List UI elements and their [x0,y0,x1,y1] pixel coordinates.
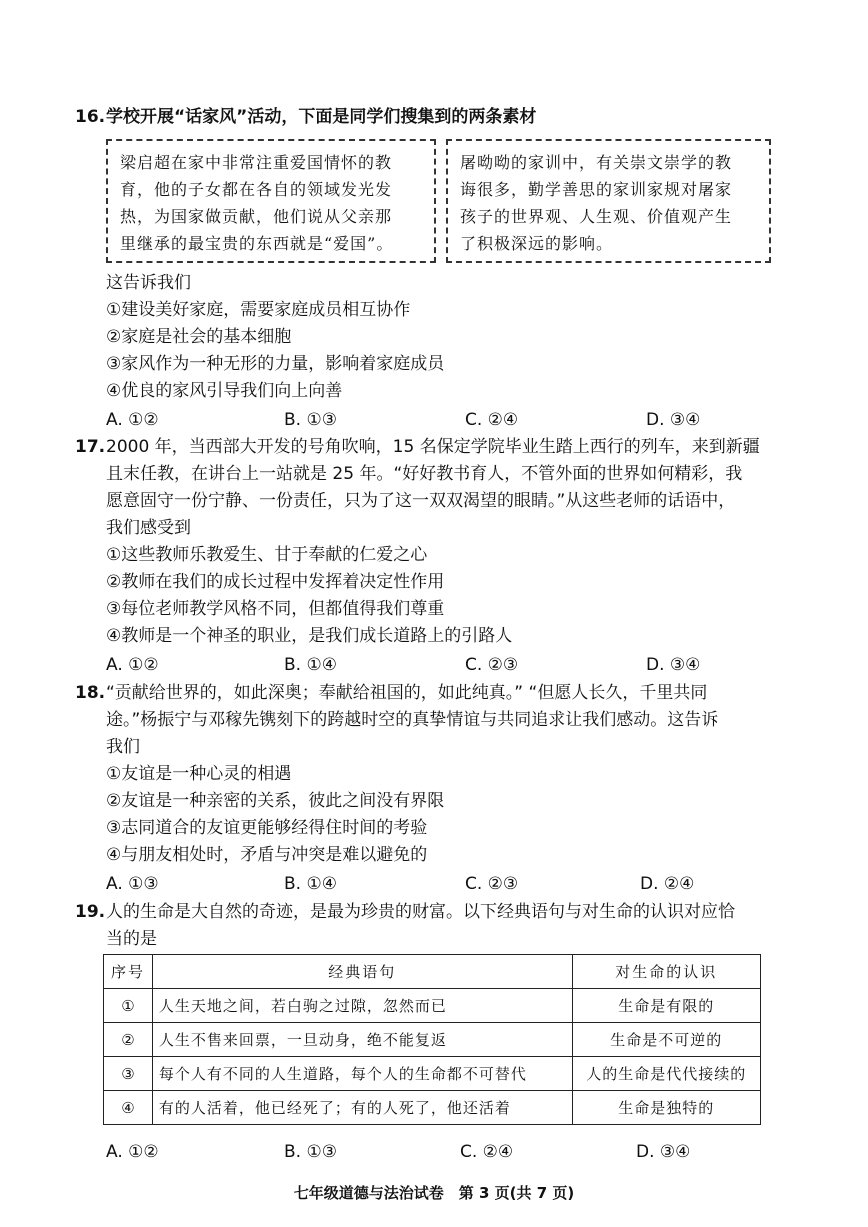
q19-number: 19. [75,902,106,922]
q18-option-a[interactable]: A. ①③ [106,874,159,894]
q18-option-c[interactable]: C. ②③ [465,874,519,894]
q16-option-d[interactable]: D. ③④ [646,410,701,430]
q16-item: ④优良的家风引导我们向上向善 [106,381,343,401]
q16-item: ①建设美好家庭，需要家庭成员相互协作 [106,300,411,320]
q18-item: ②友谊是一种亲密的关系，彼此之间没有界限 [106,791,445,811]
row-understanding: 生命是有限的 [572,989,760,1023]
box-right-line: 了积极深远的影响。 [460,234,614,253]
q19-option-c[interactable]: C. ②④ [460,1142,514,1162]
table-row [104,1023,761,1057]
box-right-line: 诲很多，勤学善思的家训家规对屠家 [460,180,733,199]
q18-number: 18. [75,683,106,703]
row-index: ② [104,1023,153,1057]
q19-stem-line: 当的是 [106,929,157,949]
q16-number: 16. [75,107,106,127]
q16-option-b[interactable]: B. ①③ [284,410,337,430]
q17-option-a[interactable]: A. ①② [106,655,159,675]
q17-stem-line: 愿意固守一份宁静、一份责任，只为了这一双双渴望的眼睛。”从这些老师的话语中， [106,491,736,511]
header-quote: 经典语句 [152,955,572,989]
q16-item: ②家庭是社会的基本细胞 [106,327,292,347]
q18-stem-line: 途。”杨振宁与邓稼先镌刻下的跨越时空的真挚情谊与共同追求让我们感动。这告诉 [106,710,719,730]
q18-item: ③志同道合的友谊更能够经得住时间的考验 [106,818,428,838]
row-index: ③ [104,1057,153,1091]
q18-option-d[interactable]: D. ②④ [640,874,695,894]
row-index: ④ [104,1091,153,1125]
table-row [104,1091,761,1125]
header-index: 序号 [104,955,153,989]
box-left-line: 里继承的最宝贵的东西就是“爱国”。 [120,234,394,253]
q16-stem: 学校开展“话家风”活动，下面是同学们搜集到的两条素材 [106,107,537,127]
q19-option-d[interactable]: D. ③④ [636,1142,691,1162]
q17-stem-line: 2000 年，当西部大开发的号角吹响，15 名保定学院毕业生踏上西行的列车，来到新疆 [106,437,760,457]
box-right-line: 孩子的世界观、人生观、价值观产生 [460,207,733,226]
box-right-line: 屠呦呦的家训中，有关崇文崇学的教 [460,153,733,172]
q16-material-right [446,139,771,263]
page-footer: 七年级道德与法治试卷 第 3 页(共 7 页) [293,1184,575,1202]
q17-option-c[interactable]: C. ②③ [465,655,519,675]
q17-option-b[interactable]: B. ①④ [284,655,337,675]
q17-stem-line: 且末任教，在讲台上一站就是 25 年。“好好教书育人，不管外面的世界如何精彩，我 [106,464,743,484]
q19-option-b[interactable]: B. ①③ [284,1142,337,1162]
q17-stem-line: 我们感受到 [106,518,191,538]
box-left-line: 育，他的子女都在各自的领域发光发 [120,180,393,199]
q17-item: ①这些教师乐教爱生、甘于奉献的仁爱之心 [106,545,428,565]
q17-option-d[interactable]: D. ③④ [646,655,701,675]
q17-number: 17. [75,437,106,457]
box-left-line: 热，为国家做贡献，他们说从父亲那 [120,207,393,226]
q18-stem-line: “贡献给世界的，如此深奥；奉献给祖国的，如此纯真。” “但愿人长久，千里共同 [106,683,708,703]
q19-table [103,954,761,1125]
row-quote: 人生不售来回票，一旦动身，绝不能复返 [152,1023,572,1057]
q18-stem-line: 我们 [106,737,140,757]
table-header-row [104,955,761,989]
q16-item: ③家风作为一种无形的力量，影响着家庭成员 [106,354,445,374]
q18-option-b[interactable]: B. ①④ [284,874,337,894]
row-quote: 有的人活着，他已经死了；有的人死了，他还活着 [152,1091,572,1125]
row-understanding: 生命是独特的 [572,1091,760,1125]
box-left-line: 梁启超在家中非常注重爱国情怀的教 [120,153,393,172]
q18-item: ①友谊是一种心灵的相遇 [106,764,292,784]
table-row [104,1057,761,1091]
q16-lead: 这告诉我们 [106,273,191,293]
q16-option-c[interactable]: C. ②④ [465,410,519,430]
q18-item: ④与朋友相处时，矛盾与冲突是难以避免的 [106,845,428,865]
q17-item: ②教师在我们的成长过程中发挥着决定性作用 [106,572,445,592]
q19-stem-line: 人的生命是大自然的奇迹，是最为珍贵的财富。以下经典语句与对生命的认识对应恰 [106,902,735,922]
q17-item: ④教师是一个神圣的职业，是我们成长道路上的引路人 [106,626,513,646]
header-understanding: 对生命的认识 [572,955,760,989]
q16-material-left [106,139,436,263]
row-quote: 每个人有不同的人生道路，每个人的生命都不可替代 [152,1057,572,1091]
row-quote: 人生天地之间，若白驹之过隙，忽然而已 [152,989,572,1023]
row-understanding: 生命是不可逆的 [572,1023,760,1057]
q16-option-a[interactable]: A. ①② [106,410,159,430]
row-understanding: 人的生命是代代接续的 [572,1057,760,1091]
q19-option-a[interactable]: A. ①② [106,1142,159,1162]
q17-item: ③每位老师教学风格不同，但都值得我们尊重 [106,599,445,619]
table-row [104,989,761,1023]
row-index: ① [104,989,153,1023]
